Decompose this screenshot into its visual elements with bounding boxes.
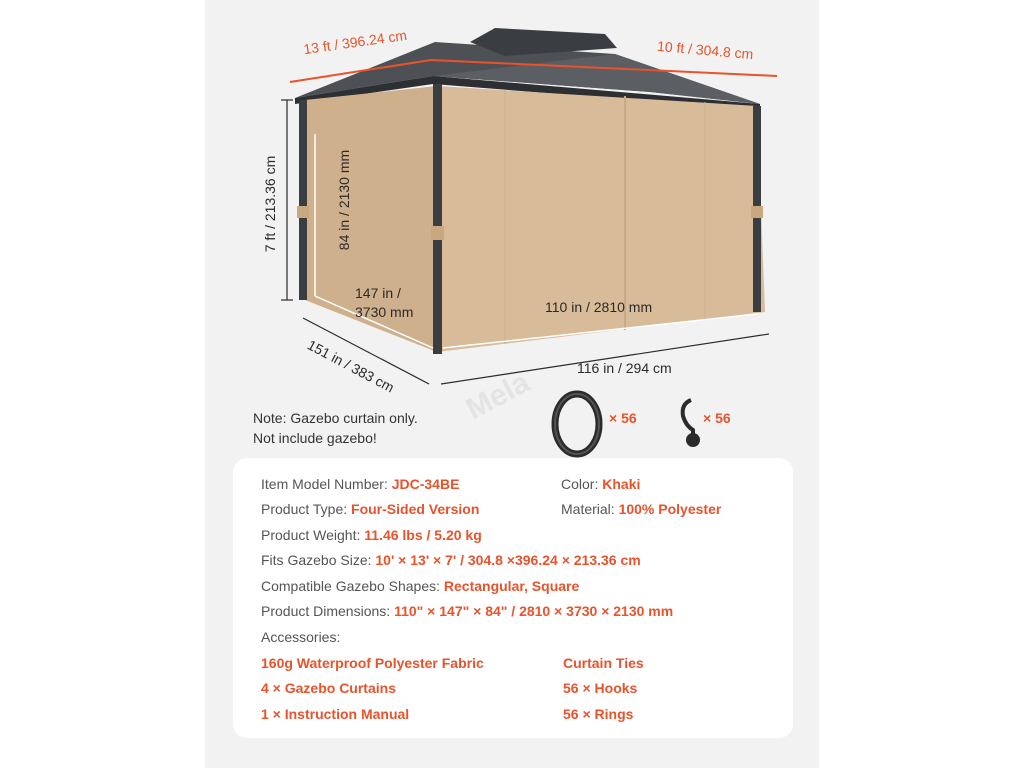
dim-top-left: 13 ft / 396.24 cm bbox=[302, 26, 408, 58]
dim-top-right: 10 ft / 304.8 cm bbox=[656, 37, 755, 63]
accessory-item: 1 × Instruction Manual bbox=[261, 706, 410, 722]
gazebo-post bbox=[433, 84, 442, 354]
spec-dims-value: 110" × 147" × 84" / 2810 × 3730 × 2130 mm bbox=[394, 603, 674, 619]
ring-quantity: × 56 bbox=[609, 410, 637, 426]
spec-fits-label: Fits Gazebo Size: bbox=[261, 552, 372, 568]
spec-fits-value: 10' × 13' × 7' / 304.8 ×396.24 × 213.36 cm bbox=[375, 552, 641, 568]
spec-shapes-label: Compatible Gazebo Shapes: bbox=[261, 578, 440, 594]
gazebo-illustration bbox=[205, 0, 819, 460]
accessory-item: 56 × Hooks bbox=[563, 680, 638, 696]
spec-type-value: Four-Sided Version bbox=[351, 501, 480, 517]
spec-weight-value: 11.46 lbs / 5.20 kg bbox=[364, 527, 482, 543]
spec-color bbox=[561, 476, 640, 492]
spec-color-label: Color: bbox=[561, 476, 599, 492]
spec-model bbox=[261, 476, 459, 492]
gazebo-post bbox=[299, 100, 307, 300]
dim-bottom-left: 151 in / 383 cm bbox=[304, 336, 397, 396]
dim-bottom-right: 116 in / 294 cm bbox=[577, 360, 672, 376]
accessory-item: 160g Waterproof Polyester Fabric bbox=[261, 655, 484, 671]
hook-quantity: × 56 bbox=[703, 410, 731, 426]
spec-shapes-value: Rectangular, Square bbox=[443, 578, 580, 594]
spec-type bbox=[261, 501, 479, 517]
spec-material-value: 100% Polyester bbox=[618, 501, 722, 517]
spec-weight-label: Product Weight: bbox=[261, 527, 361, 543]
spec-model-value: JDC-34BE bbox=[391, 476, 460, 492]
spec-shapes bbox=[261, 578, 579, 594]
dim-left-height: 7 ft / 213.36 cm bbox=[262, 155, 278, 253]
ring-icon bbox=[555, 394, 599, 454]
accessory-item: 56 × Rings bbox=[563, 706, 634, 722]
dim-inner-width: 110 in / 2810 mm bbox=[545, 299, 653, 315]
product-card bbox=[205, 0, 819, 768]
dim-inner-depth-line1: 147 in / bbox=[355, 285, 401, 301]
watermark: Mela bbox=[460, 365, 536, 427]
spec-panel bbox=[233, 458, 793, 738]
accessory-item: Curtain Ties bbox=[563, 655, 644, 671]
spec-model-label: Item Model Number: bbox=[261, 476, 388, 492]
note-line-1: Note: Gazebo curtain only. bbox=[253, 410, 418, 426]
spec-dims bbox=[261, 603, 673, 619]
spec-accessories-label: Accessories: bbox=[261, 629, 341, 645]
dim-inner-height: 84 in / 2130 mm bbox=[336, 149, 352, 251]
note bbox=[253, 408, 418, 448]
spec-color-value: Khaki bbox=[602, 476, 641, 492]
spec-material bbox=[561, 501, 721, 517]
spec-dims-label: Product Dimensions: bbox=[261, 603, 391, 619]
dim-inner-depth-line2: 3730 mm bbox=[355, 304, 414, 320]
spec-type-label: Product Type: bbox=[261, 501, 348, 517]
note-line-2: Not include gazebo! bbox=[253, 430, 377, 446]
spec-fits bbox=[261, 552, 641, 568]
accessory-item: 4 × Gazebo Curtains bbox=[261, 680, 396, 696]
spec-material-label: Material: bbox=[561, 501, 615, 517]
hook-icon bbox=[683, 400, 698, 445]
spec-weight bbox=[261, 527, 482, 543]
